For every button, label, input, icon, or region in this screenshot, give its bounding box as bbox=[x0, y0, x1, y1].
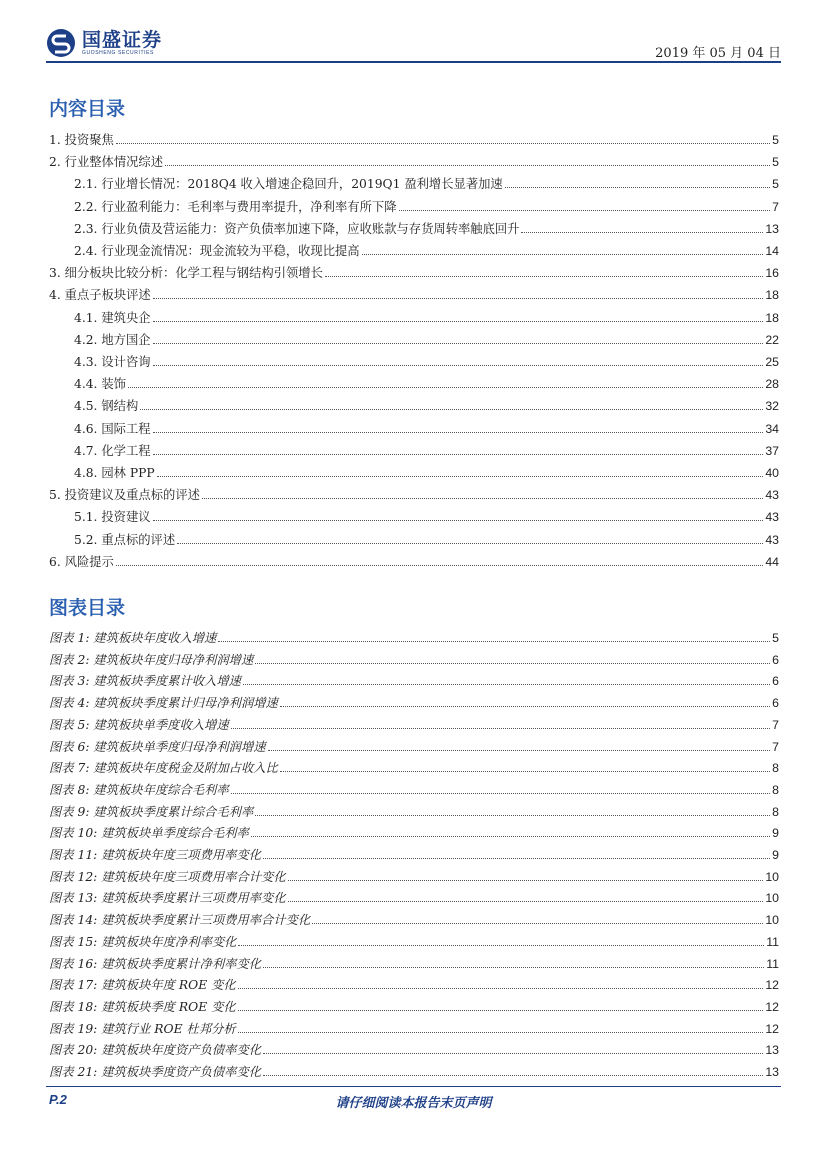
toc-item-page-number: 5 bbox=[772, 133, 779, 147]
figure-item-label: 图表 10: 建筑板块单季度综合毛利率 bbox=[49, 826, 249, 841]
figure-item-page-number: 9 bbox=[772, 848, 779, 862]
figure-item-page-number: 11 bbox=[766, 934, 779, 949]
toc-item-row[interactable] bbox=[74, 420, 779, 438]
figure-item-page-number: 7 bbox=[772, 739, 779, 754]
toc-item-label: 4.1. 建筑央企 bbox=[74, 310, 151, 325]
figure-item-label: 图表 11: 建筑板块年度三项费用率变化 bbox=[49, 848, 262, 862]
figure-item-row[interactable] bbox=[49, 803, 779, 821]
dot-leader bbox=[263, 967, 764, 968]
dot-leader bbox=[255, 663, 770, 664]
figure-item-page-number: 12 bbox=[765, 1021, 779, 1036]
toc-item-row[interactable] bbox=[74, 442, 779, 460]
toc-item-label: 6. 风险提示 bbox=[49, 554, 114, 569]
figure-item-page-number: 12 bbox=[765, 999, 779, 1014]
figure-item-row[interactable] bbox=[49, 672, 779, 690]
figure-item-row[interactable] bbox=[49, 976, 779, 994]
toc-item-page-number: 22 bbox=[765, 332, 779, 347]
dot-leader bbox=[116, 565, 763, 566]
dot-leader bbox=[177, 543, 763, 544]
toc-item-row[interactable] bbox=[74, 242, 779, 260]
toc-item-row[interactable] bbox=[49, 264, 779, 282]
toc-item-row[interactable] bbox=[74, 397, 779, 415]
guosheng-logo-icon bbox=[46, 28, 76, 58]
dot-leader bbox=[521, 232, 763, 233]
brand-logo bbox=[46, 28, 162, 58]
figure-item-label: 图表 20: 建筑板块年度资产负债率变化 bbox=[49, 1043, 262, 1058]
toc-item-row[interactable] bbox=[74, 331, 779, 349]
toc-item-page-number: 5 bbox=[772, 155, 779, 170]
figure-item-label: 图表 17: 建筑板块年度 ROE 变化 bbox=[49, 978, 236, 993]
report-date: 2019 年 05 月 04 日 bbox=[655, 46, 781, 61]
toc-item-page-number: 37 bbox=[765, 443, 779, 458]
figure-item-page-number: 7 bbox=[772, 717, 779, 732]
toc-item-label: 5.1. 投资建议 bbox=[74, 510, 151, 525]
footer-disclaimer-note: 请仔细阅读本报告末页声明 bbox=[335, 1096, 492, 1111]
dot-leader bbox=[288, 901, 764, 902]
toc-item-page-number: 43 bbox=[765, 510, 779, 525]
dot-leader bbox=[238, 1032, 764, 1033]
figure-item-label: 图表 2: 建筑板块年度归母净利润增速 bbox=[49, 652, 254, 667]
toc-item-label: 4.4. 装饰 bbox=[74, 377, 126, 392]
figure-item-page-number: 6 bbox=[772, 674, 779, 689]
dot-leader bbox=[153, 520, 764, 521]
figure-item-label: 图表 9: 建筑板块季度累计综合毛利率 bbox=[49, 804, 254, 819]
toc-item-row[interactable] bbox=[74, 198, 779, 216]
toc-item-page-number: 44 bbox=[765, 554, 779, 569]
toc-item-row[interactable] bbox=[49, 553, 779, 571]
toc-item-row[interactable] bbox=[74, 531, 779, 549]
dot-leader bbox=[153, 365, 764, 366]
toc-item-label: 4.2. 地方国企 bbox=[74, 332, 151, 347]
figure-item-page-number: 5 bbox=[772, 631, 779, 645]
figure-item-label: 图表 18: 建筑板块季度 ROE 变化 bbox=[49, 999, 236, 1014]
footer-page-number: P.2 bbox=[49, 1092, 67, 1107]
dot-leader bbox=[128, 387, 763, 388]
dot-leader bbox=[325, 276, 763, 277]
dot-leader bbox=[238, 988, 764, 989]
toc-item-label: 5.2. 重点标的评述 bbox=[74, 532, 176, 547]
figure-item-page-number: 8 bbox=[772, 782, 779, 797]
figure-item-label: 图表 19: 建筑行业 ROE 杜邦分析 bbox=[49, 1021, 236, 1036]
toc-item-row[interactable] bbox=[74, 508, 779, 526]
dot-leader bbox=[153, 321, 764, 322]
figure-item-row[interactable] bbox=[49, 1041, 779, 1059]
dot-leader bbox=[312, 923, 763, 924]
toc-item-page-number: 28 bbox=[765, 377, 779, 392]
toc-item-page-number: 43 bbox=[765, 532, 779, 547]
toc-item-page-number: 7 bbox=[772, 199, 779, 214]
figure-item-row[interactable] bbox=[49, 868, 779, 886]
dot-leader bbox=[231, 728, 771, 729]
toc-item-row[interactable] bbox=[74, 353, 779, 371]
toc-item-row[interactable] bbox=[49, 131, 779, 149]
toc-title: 内容目录 bbox=[49, 98, 126, 120]
figure-item-label: 图表 4: 建筑板块季度累计归母净利润增速 bbox=[49, 696, 278, 711]
figure-item-page-number: 13 bbox=[765, 1043, 779, 1058]
toc-item-page-number: 5 bbox=[772, 177, 779, 192]
figure-list-title: 图表目录 bbox=[49, 597, 126, 619]
figure-item-label: 图表 5: 建筑板块单季度收入增速 bbox=[49, 717, 229, 732]
figure-item-label: 图表 21: 建筑板块季度资产负债率变化 bbox=[49, 1065, 262, 1079]
dot-leader bbox=[243, 684, 770, 685]
dot-leader bbox=[165, 165, 770, 166]
toc-item-label: 2.3. 行业负债及营运能力：资产负债率加速下降，应收账款与存货周转率触底回升 bbox=[74, 221, 520, 236]
toc-item-page-number: 32 bbox=[765, 399, 779, 414]
dot-leader bbox=[399, 210, 771, 211]
figure-item-label: 图表 16: 建筑板块季度累计净利率变化 bbox=[49, 956, 262, 971]
figure-item-row[interactable] bbox=[49, 933, 779, 951]
dot-leader bbox=[280, 706, 770, 707]
dot-leader bbox=[263, 1075, 763, 1076]
toc-item-label: 2.1. 行业增长情况：2018Q4 收入增速企稳回升，2019Q1 盈利增长显著加速 bbox=[74, 177, 503, 192]
figure-item-page-number: 6 bbox=[772, 696, 779, 711]
dot-leader bbox=[505, 187, 770, 188]
figure-item-page-number: 8 bbox=[772, 804, 779, 819]
toc-item-page-number: 16 bbox=[765, 266, 779, 281]
figure-item-row[interactable] bbox=[49, 824, 779, 842]
toc-item-page-number: 40 bbox=[765, 466, 779, 480]
toc-item-label: 5. 投资建议及重点标的评述 bbox=[49, 488, 200, 503]
figure-item-label: 图表 8: 建筑板块年度综合毛利率 bbox=[49, 782, 229, 797]
figure-item-label: 图表 12: 建筑板块年度三项费用率合计变化 bbox=[49, 869, 286, 884]
figure-item-label: 图表 7: 建筑板块年度税金及附加占收入比 bbox=[49, 761, 278, 776]
dot-leader bbox=[153, 432, 764, 433]
dot-leader bbox=[255, 815, 770, 816]
figure-item-row[interactable] bbox=[49, 651, 779, 669]
toc-item-page-number: 25 bbox=[765, 355, 779, 369]
figure-item-page-number: 8 bbox=[772, 761, 779, 776]
toc-item-label: 2. 行业整体情况综述 bbox=[49, 155, 164, 170]
figure-item-row[interactable] bbox=[49, 889, 779, 907]
dot-leader bbox=[280, 771, 770, 772]
figure-item-page-number: 10 bbox=[765, 913, 779, 928]
toc-item-page-number: 43 bbox=[765, 488, 779, 503]
dot-leader bbox=[153, 298, 764, 299]
toc-item-page-number: 18 bbox=[765, 288, 779, 303]
figure-item-row[interactable] bbox=[49, 1020, 779, 1038]
dot-leader bbox=[157, 476, 764, 477]
logo-english-name: GUOSHENG SECURITIES bbox=[82, 49, 154, 56]
figure-item-page-number: 11 bbox=[766, 956, 779, 971]
figure-item-label: 图表 6: 建筑板块单季度归母净利润增速 bbox=[49, 739, 266, 754]
dot-leader bbox=[153, 343, 764, 344]
dot-leader bbox=[362, 254, 764, 255]
toc-item-label: 2.4. 行业现金流情况：现金流较为平稳，收现比提高 bbox=[74, 244, 360, 258]
toc-item-page-number: 34 bbox=[765, 421, 779, 436]
dot-leader bbox=[251, 836, 770, 837]
dot-leader bbox=[263, 1053, 763, 1054]
dot-leader bbox=[268, 750, 771, 751]
toc-item-row[interactable] bbox=[74, 175, 779, 193]
toc-item-row[interactable] bbox=[74, 309, 779, 327]
dot-leader bbox=[231, 793, 771, 794]
toc-item-row[interactable] bbox=[74, 464, 779, 482]
figure-item-row[interactable] bbox=[49, 781, 779, 799]
toc-item-label: 4.5. 钢结构 bbox=[74, 399, 139, 414]
figure-item-label: 图表 15: 建筑板块年度净利率变化 bbox=[49, 934, 237, 949]
header-divider bbox=[46, 61, 781, 63]
toc-item-label: 4.8. 园林 PPP bbox=[74, 466, 155, 480]
figure-item-label: 图表 3: 建筑板块季度累计收入增速 bbox=[49, 674, 241, 689]
dot-leader bbox=[202, 498, 763, 499]
toc-item-label: 4.7. 化学工程 bbox=[74, 443, 151, 458]
figure-item-label: 图表 13: 建筑板块季度累计三项费用率变化 bbox=[49, 891, 286, 906]
figure-item-page-number: 12 bbox=[765, 978, 779, 993]
figure-item-row[interactable] bbox=[49, 846, 779, 864]
figure-item-row[interactable] bbox=[49, 1063, 779, 1081]
toc-item-label: 3. 细分板块比较分析：化学工程与钢结构引领增长 bbox=[49, 266, 323, 281]
toc-item-page-number: 13 bbox=[765, 221, 779, 236]
toc-item-label: 2.2. 行业盈利能力：毛利率与费用率提升，净利率有所下降 bbox=[74, 199, 397, 214]
figure-item-page-number: 10 bbox=[765, 869, 779, 884]
figure-item-row[interactable] bbox=[49, 911, 779, 929]
dot-leader bbox=[153, 454, 764, 455]
figure-item-page-number: 13 bbox=[765, 1065, 779, 1079]
footer-divider bbox=[46, 1086, 781, 1087]
figure-item-row[interactable] bbox=[49, 998, 779, 1016]
dot-leader bbox=[238, 1010, 764, 1011]
logo-chinese-name: 国盛证券 bbox=[82, 28, 163, 51]
toc-item-label: 1. 投资聚焦 bbox=[49, 133, 114, 147]
figure-item-label: 图表 14: 建筑板块季度累计三项费用率合计变化 bbox=[49, 913, 311, 928]
toc-item-label: 4.6. 国际工程 bbox=[74, 421, 151, 436]
toc-item-label: 4. 重点子板块评述 bbox=[49, 288, 151, 303]
figure-item-page-number: 9 bbox=[772, 826, 779, 841]
figure-item-row[interactable] bbox=[49, 716, 779, 734]
dot-leader bbox=[238, 945, 764, 946]
dot-leader bbox=[116, 143, 770, 144]
toc-item-row[interactable] bbox=[74, 375, 779, 393]
toc-item-row[interactable] bbox=[49, 286, 779, 304]
toc-item-label: 4.3. 设计咨询 bbox=[74, 355, 151, 369]
figure-item-page-number: 10 bbox=[765, 891, 779, 906]
toc-item-row[interactable] bbox=[49, 153, 779, 171]
dot-leader bbox=[218, 641, 770, 642]
toc-item-page-number: 18 bbox=[765, 310, 779, 325]
page-header bbox=[46, 22, 781, 62]
figure-item-row[interactable] bbox=[49, 694, 779, 712]
dot-leader bbox=[140, 409, 763, 410]
figure-item-label: 图表 1: 建筑板块年度收入增速 bbox=[49, 631, 217, 645]
figure-item-row[interactable] bbox=[49, 629, 779, 647]
figure-item-row[interactable] bbox=[49, 759, 779, 777]
toc-item-row[interactable] bbox=[74, 220, 779, 238]
figure-item-row[interactable] bbox=[49, 955, 779, 973]
figure-item-row[interactable] bbox=[49, 738, 779, 756]
dot-leader bbox=[288, 880, 764, 881]
toc-item-row[interactable] bbox=[49, 486, 779, 504]
dot-leader bbox=[263, 858, 770, 859]
toc-item-page-number: 14 bbox=[765, 244, 779, 258]
figure-item-page-number: 6 bbox=[772, 652, 779, 667]
